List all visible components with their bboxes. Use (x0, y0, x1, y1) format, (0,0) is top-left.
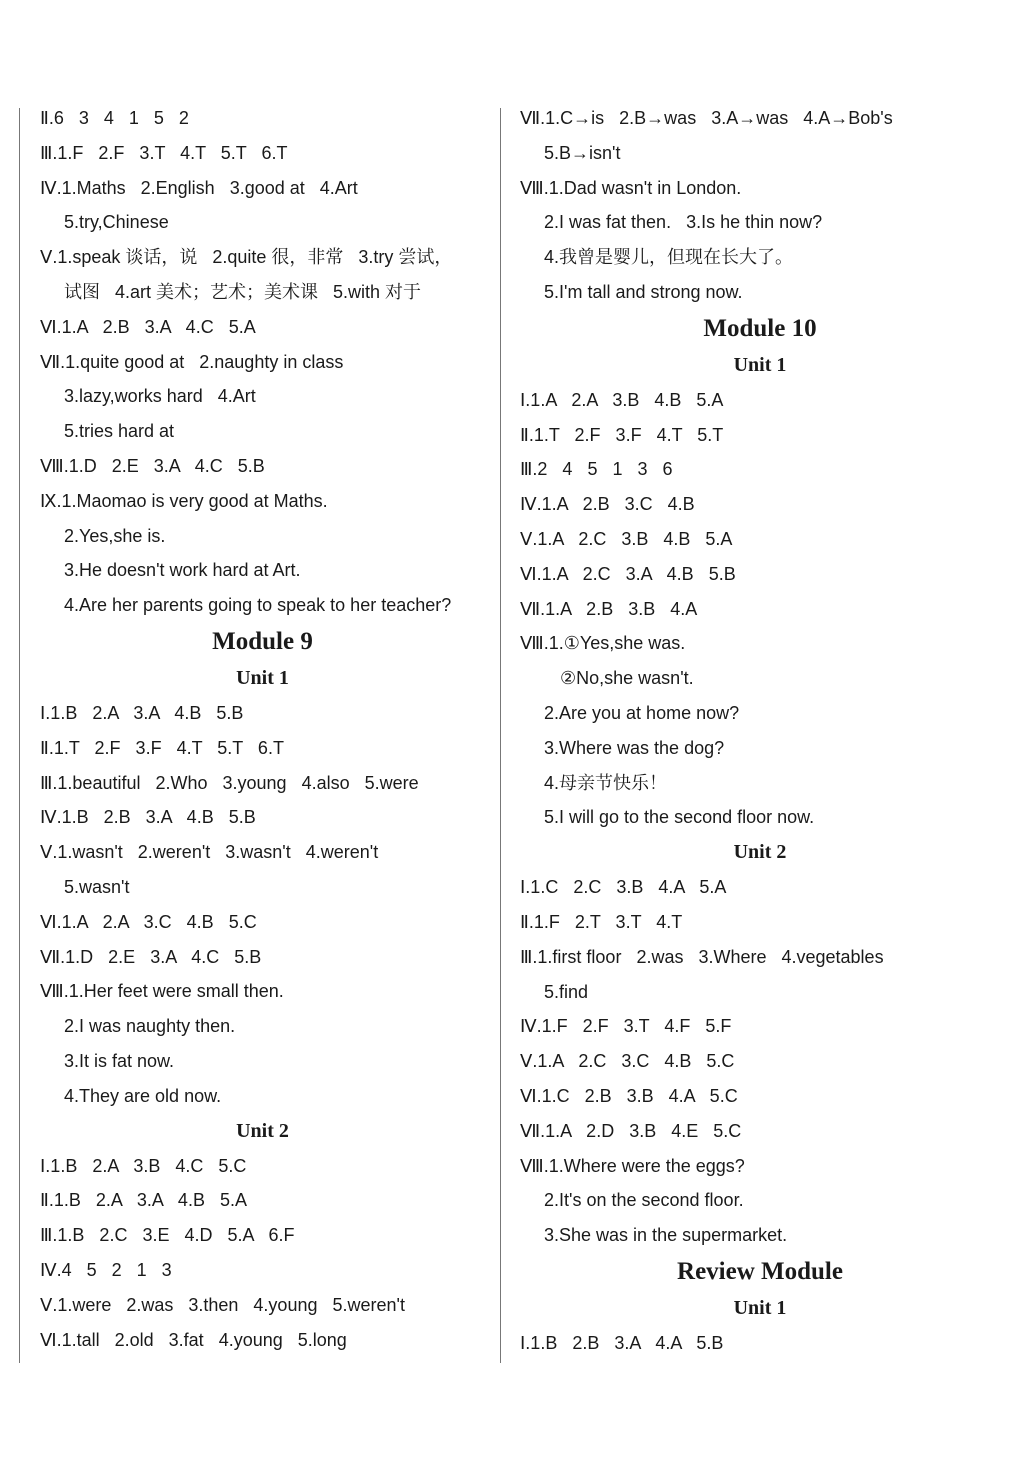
answer-line: 4.我曾是婴儿，但现在长大了。 (544, 247, 794, 268)
unit-heading: Unit 1 (236, 666, 289, 689)
answer-line: Ⅷ.1.Her feet were small then. (40, 981, 284, 1002)
answer-line: 5.B→isn't (544, 142, 621, 163)
answer-line: 3.lazy,works hard 4.Art (64, 386, 256, 407)
answer-line: Ⅰ.1.B 2.B 3.A 4.A 5.B (520, 1332, 724, 1353)
answer-line: Ⅵ.1.A 2.C 3.A 4.B 5.B (520, 563, 736, 584)
answer-line: Ⅱ.1.B 2.A 3.A 4.B 5.A (40, 1190, 247, 1211)
answer-line: Ⅰ.1.B 2.A 3.B 4.C 5.C (40, 1155, 247, 1176)
answer-line: Ⅷ.1.Where were the eggs? (520, 1155, 745, 1176)
answer-line: Ⅱ.1.F 2.T 3.T 4.T (520, 911, 683, 932)
answer-line: Ⅸ.1.Maomao is very good at Maths. (40, 490, 328, 511)
answer-line: 2.Yes,she is. (64, 525, 166, 546)
answer-line: 试图 4.art 美术；艺术；美术课 5.with 对于 (64, 281, 422, 302)
unit-heading: Unit 2 (236, 1119, 289, 1142)
answer-line: Ⅵ.1.A 2.A 3.C 4.B 5.C (40, 911, 257, 932)
answer-line: 4.They are old now. (64, 1085, 222, 1106)
module-heading: Review Module (677, 1257, 843, 1285)
answer-line: Ⅰ.1.A 2.A 3.B 4.B 5.A (520, 389, 724, 410)
answer-line: Ⅶ.1.C→is 2.B→was 3.A→was 4.A→Bob's (520, 108, 893, 128)
answer-line: Ⅱ.6 3 4 1 5 2 (40, 108, 189, 128)
answer-line: 2.Are you at home now? (544, 702, 740, 723)
footer-mark (70, 1461, 160, 1469)
answer-line: Ⅴ.1.A 2.C 3.B 4.B 5.A (520, 528, 733, 549)
answer-line: Ⅰ.1.C 2.C 3.B 4.A 5.A (520, 877, 727, 898)
module-heading: Module 9 (212, 627, 313, 655)
answer-line: Ⅳ.1.Maths 2.English 3.good at 4.Art (40, 177, 358, 198)
answer-line: 5.I will go to the second floor now. (544, 807, 815, 828)
answer-line: Ⅳ.1.F 2.F 3.T 4.F 5.F (520, 1016, 732, 1037)
left-margin-rule (19, 108, 20, 1363)
answer-line: 5.I'm tall and strong now. (544, 281, 743, 302)
answer-line: 4.母亲节快乐！ (544, 772, 668, 793)
answer-line: Ⅲ.1.first floor 2.was 3.Where 4.vegetables (520, 946, 884, 967)
answer-line: Ⅶ.1.quite good at 2.naughty in class (40, 351, 344, 372)
answer-line: 5.tries hard at (64, 421, 175, 442)
answer-line: Ⅲ.2 4 5 1 3 6 (520, 459, 673, 480)
answer-line: Ⅱ.1.T 2.F 3.F 4.T 5.T (520, 424, 724, 445)
answer-line: Ⅴ.1.were 2.was 3.then 4.young 5.weren't (40, 1294, 405, 1315)
answer-line: Ⅳ.1.A 2.B 3.C 4.B (520, 494, 695, 515)
answer-line: Ⅲ.1.B 2.C 3.E 4.D 5.A 6.F (40, 1225, 295, 1246)
answer-line: Ⅵ.1.A 2.B 3.A 4.C 5.A (40, 316, 256, 337)
answer-line: Ⅰ.1.B 2.A 3.A 4.B 5.B (40, 702, 244, 723)
answer-line: 5.wasn't (64, 876, 130, 897)
answer-line: Ⅳ.4 5 2 1 3 (40, 1259, 172, 1280)
column-divider (500, 108, 501, 1363)
unit-heading: Unit 1 (733, 1296, 787, 1319)
answer-line: Ⅴ.1.speak 谈话，说 2.quite 很，非常 3.try 尝试， (40, 247, 453, 268)
answer-line: 3.It is fat now. (64, 1050, 175, 1071)
answer-line: Ⅷ.1.D 2.E 3.A 4.C 5.B (40, 455, 265, 476)
answer-line: Ⅱ.1.T 2.F 3.F 4.T 5.T 6.T (40, 737, 284, 758)
answer-line: Ⅷ.1.Dad wasn't in London. (520, 177, 742, 198)
answer-line: 4.Are her parents going to speak to her teacher? (64, 595, 452, 616)
answer-line: Ⅷ.1.①Yes,she was. (520, 633, 686, 654)
answer-line: Ⅲ.1.beautiful 2.Who 3.young 4.also 5.were (40, 772, 419, 793)
answer-line: 5.find (544, 981, 589, 1002)
answer-line: 2.I was fat then. 3.Is he thin now? (544, 212, 823, 233)
answer-line: Ⅶ.1.D 2.E 3.A 4.C 5.B (40, 946, 262, 967)
answer-line: Ⅵ.1.C 2.B 3.B 4.A 5.C (520, 1085, 738, 1106)
answer-line: Ⅴ.1.A 2.C 3.C 4.B 5.C (520, 1051, 735, 1072)
unit-heading: Unit 1 (733, 353, 787, 376)
answer-line: Ⅳ.1.B 2.B 3.A 4.B 5.B (40, 807, 256, 828)
answer-line: Ⅵ.1.tall 2.old 3.fat 4.young 5.long (40, 1329, 347, 1350)
answer-line: 5.try,Chinese (64, 212, 169, 233)
answer-line: Ⅴ.1.wasn't 2.weren't 3.wasn't 4.weren't (40, 842, 379, 863)
answer-line: Ⅲ.1.F 2.F 3.T 4.T 5.T 6.T (40, 142, 288, 163)
module-heading: Module 10 (703, 314, 817, 342)
answer-line: 2.It's on the second floor. (544, 1190, 744, 1211)
answer-line: 3.He doesn't work hard at Art. (64, 560, 301, 581)
answer-line: 3.Where was the dog? (544, 737, 725, 758)
unit-heading: Unit 2 (733, 841, 787, 864)
answer-line: Ⅶ.1.A 2.B 3.B 4.A (520, 598, 698, 619)
left-column (40, 101, 485, 1357)
answer-line: ②No,she wasn't. (560, 668, 694, 689)
answer-line: Ⅶ.1.A 2.D 3.B 4.E 5.C (520, 1120, 742, 1141)
answer-line: 2.I was naughty then. (64, 1016, 236, 1037)
right-column (520, 101, 1000, 1361)
answer-line: 3.She was in the supermarket. (544, 1225, 788, 1246)
